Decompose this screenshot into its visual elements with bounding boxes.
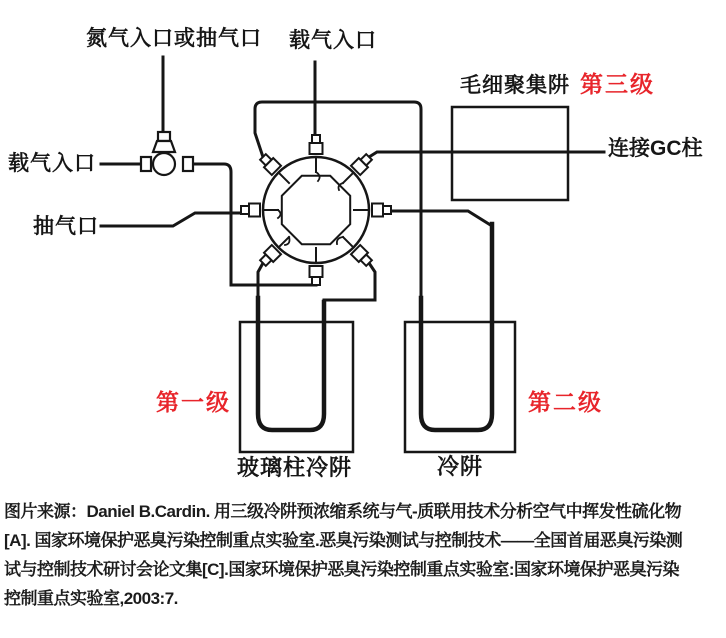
sw-drop-line (258, 263, 263, 300)
selector-top-fitting (153, 141, 175, 152)
caption-line: 图片来源：Daniel B.Cardin. 用三级冷阱预浓缩系统与气-质联用技术分析空气中挥发性硫化物 (4, 502, 682, 521)
label-carrier-inlet-left: 载气入口 (8, 152, 96, 175)
nw-top-line (255, 102, 421, 300)
selector-valve (141, 132, 193, 175)
right-u-tube (421, 224, 492, 430)
rotary-valve (241, 135, 391, 285)
label-pump-port: 抽气口 (33, 215, 99, 238)
label-gc-column: 连接GC柱 (608, 137, 703, 160)
se-jog-line (324, 263, 375, 303)
label-stage3: 第三级 (580, 71, 655, 97)
e-drop-line (391, 211, 492, 300)
pump-line (101, 213, 241, 226)
selector-right-fitting (183, 157, 193, 171)
left-u-tube (258, 298, 324, 430)
carrier-bus-line (193, 164, 316, 285)
caption-line: [A]. 国家环境保护恶臭污染控制重点实验室.恶臭污染测试与控制技术——全国首届恶臭污染测 (4, 531, 683, 550)
selector-body (153, 153, 175, 175)
label-capillary-trap: 毛细聚集阱 (460, 74, 570, 97)
caption (4, 497, 726, 613)
caption-line: 控制重点实验室,2003:7. (4, 589, 178, 608)
valve-port-stubs (265, 159, 367, 261)
u-tubes (258, 224, 492, 430)
label-nitrogen-inlet: 氮气入口或抽气口 (86, 27, 262, 50)
label-carrier-inlet-top: 载气入口 (289, 29, 377, 52)
valve-inner-channel-ring (282, 176, 350, 244)
selector-left-fitting (141, 157, 151, 171)
label-cold-trap: 冷阱 (437, 454, 484, 479)
label-glass-column-trap: 玻璃柱冷阱 (237, 455, 353, 480)
selector-top-nut (158, 132, 170, 141)
caption-line: 试与控制技术研讨会论文集[C].国家环境保护恶臭污染控制重点实验室:国家环境保护恶臭污染 (4, 560, 679, 579)
label-stage1: 第一级 (156, 389, 231, 415)
label-stage2: 第二级 (528, 389, 603, 415)
boxes (240, 107, 568, 452)
